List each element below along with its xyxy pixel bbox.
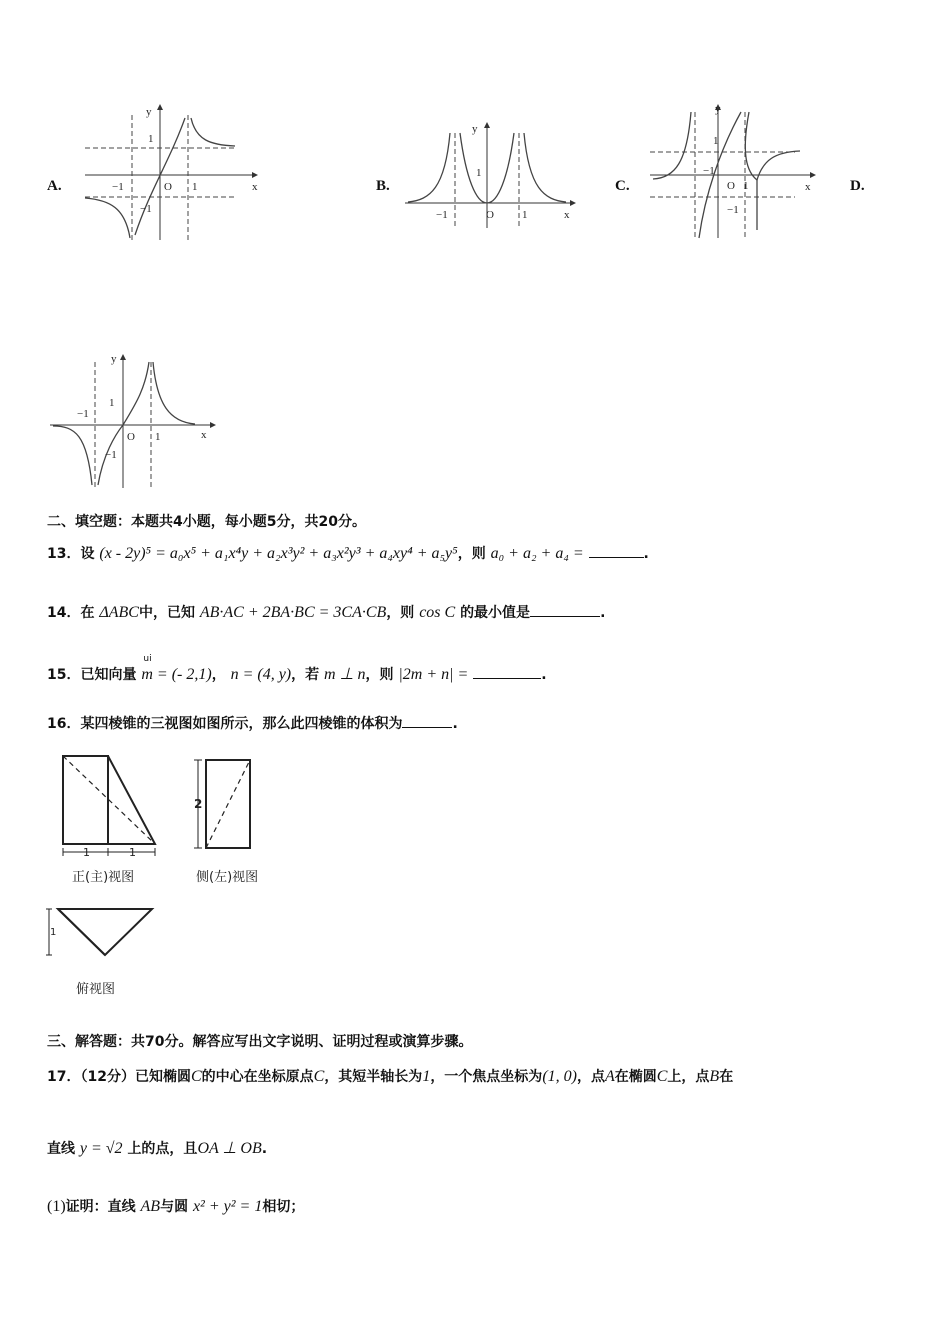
question-16: 16．某四棱锥的三视图如图所示，那么此四棱锥的体积为 .: [47, 713, 458, 733]
q17-line-eq: y = √2: [79, 1140, 123, 1157]
side-view: [190, 752, 260, 857]
q17-perp: OA ⊥ OB: [197, 1140, 262, 1157]
q14-cos: cos C: [419, 604, 456, 621]
graph-c-o: O: [727, 180, 735, 192]
graph-d-x: x: [201, 429, 207, 441]
q14-answer-blank[interactable]: [530, 602, 600, 617]
q15-perp: m ⊥ n: [324, 666, 366, 683]
q16-answer-blank[interactable]: [402, 713, 452, 728]
q14-condition: AB·AC + 2BA·BC = 3CA·CB: [199, 604, 387, 621]
top-dim-1: 1: [50, 927, 57, 938]
vector-mark: ui: [143, 654, 152, 664]
question-15: 15．已知向量 ui m = (- 2,1)， n = (4, y)，若 m ⊥ n，则 |2m + n| = .: [47, 654, 547, 683]
graph-c-one: 1: [743, 180, 749, 192]
graph-c: [645, 100, 830, 240]
graph-b-one: 1: [522, 209, 528, 221]
front-view: [55, 748, 170, 863]
graph-c-negone: −1: [703, 165, 715, 177]
graph-a-o: O: [164, 181, 172, 193]
graph-b-yone: 1: [476, 167, 482, 179]
q15-m: m = (- 2,1): [141, 666, 212, 683]
graph-a: [80, 100, 265, 250]
graph-a-x: x: [252, 181, 258, 193]
graph-d: [45, 350, 230, 492]
graph-d-y: y: [111, 353, 117, 365]
front-dim-1b: 1: [129, 846, 136, 859]
question-14: 14．在 ΔABC中，已知 AB·AC + 2BA·BC = 3CA·CB，则 cos C 的最小值是 .: [47, 604, 606, 621]
graph-d-negone: −1: [77, 408, 89, 420]
q17-circle: x² + y² = 1: [192, 1198, 263, 1215]
graph-a-negone: −1: [112, 181, 124, 193]
option-c-label: C.: [615, 178, 630, 194]
front-view-label: 正(主)视图: [72, 870, 135, 885]
question-13: 13．设 (x - 2y)⁵ = a₀x⁵ + a₁x⁴y + a₂x³y² + a₃x²y³ + a₄xy⁴ + a₅y⁵，则 a₀ + a₂ + a₄ = .: [47, 545, 649, 562]
q15-answer-blank[interactable]: [473, 664, 541, 679]
option-d-label: D.: [850, 178, 865, 194]
graph-d-o: O: [127, 431, 135, 443]
top-view-label: 俯视图: [76, 982, 116, 997]
graph-d-ynegone: −1: [105, 449, 117, 461]
graph-d-one: 1: [155, 431, 161, 443]
q13-answer-blank[interactable]: [589, 543, 644, 558]
graph-c-yone: 1: [713, 135, 719, 147]
question-17-part1: (1)证明：直线 AB与圆 x² + y² = 1相切；: [47, 1198, 305, 1215]
graph-a-yone: 1: [148, 133, 154, 145]
q13-sum: a₀ + a₂ + a₄ =: [490, 545, 584, 562]
graph-a-y: y: [146, 106, 152, 118]
graph-c-ynegone: −1: [727, 204, 739, 216]
graph-b-o: O: [486, 209, 494, 221]
question-17-line2: 直线 y = √2 上的点，且OA ⊥ OB.: [47, 1140, 268, 1157]
section2-heading: 二、填空题：本题共4小题，每小题5分，共20分。: [47, 514, 366, 530]
graph-c-y: y: [715, 103, 721, 115]
graph-b: [400, 118, 585, 233]
option-b-label: B.: [376, 178, 390, 194]
q13-expansion: (x - 2y)⁵ = a₀x⁵ + a₁x⁴y + a₂x³y² + a₃x²y³ + a₄xy⁴ + a₅y⁵: [99, 545, 458, 562]
top-view: [44, 903, 159, 963]
graph-a-one: 1: [192, 181, 198, 193]
graph-b-x: x: [564, 209, 570, 221]
graph-b-y: y: [472, 123, 478, 135]
question-17-line1: 17．（12分）已知椭圆C的中心在坐标原点C，其短半轴长为1，一个焦点坐标为(1, 0)，点A在椭圆C上，点B在: [47, 1068, 734, 1085]
option-a-label: A.: [47, 178, 62, 194]
graph-d-yone: 1: [109, 397, 115, 409]
q14-triangle: ΔABC: [99, 604, 139, 621]
q15-abs: |2m + n| =: [398, 666, 469, 683]
front-dim-1a: 1: [83, 846, 90, 859]
section3-heading: 三、解答题：共70分。解答应写出文字说明、证明过程或演算步骤。: [47, 1034, 473, 1050]
q15-n: n = (4, y): [230, 666, 292, 683]
graph-c-x: x: [805, 181, 811, 193]
side-view-label: 侧(左)视图: [196, 870, 259, 885]
side-dim-2: 2: [194, 797, 203, 811]
graph-a-ynegone: −1: [140, 203, 152, 215]
graph-b-negone: −1: [436, 209, 448, 221]
q17-focus: (1, 0): [542, 1068, 577, 1085]
